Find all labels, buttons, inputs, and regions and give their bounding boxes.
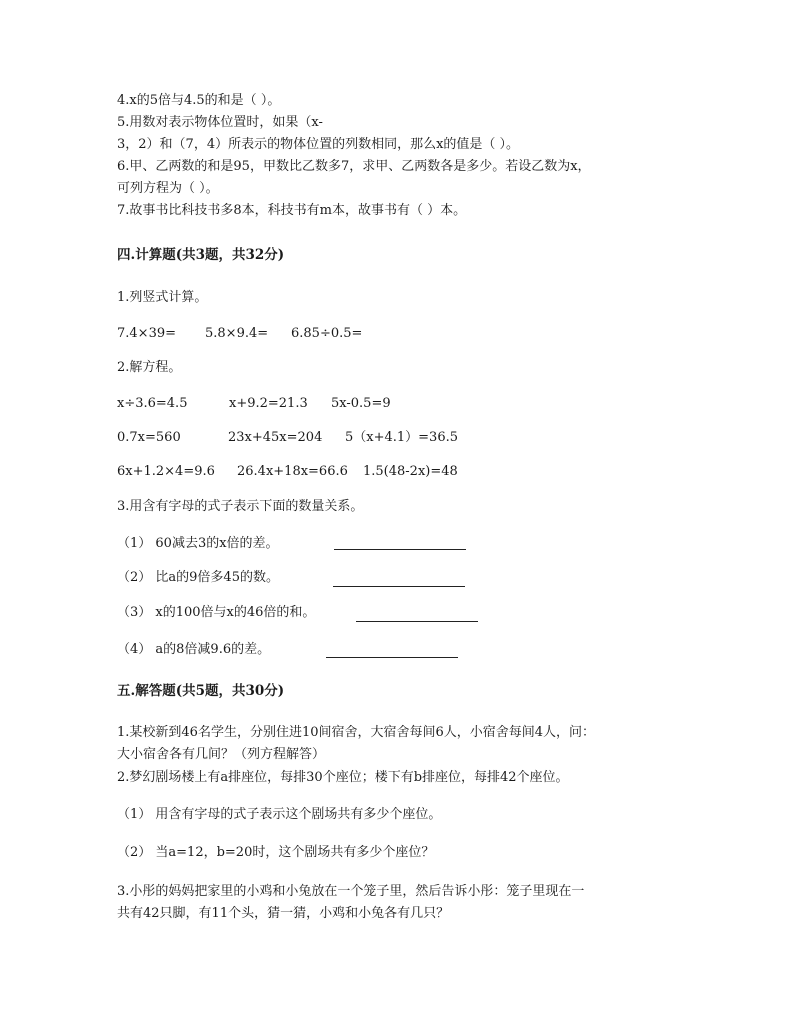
- answer-blank[interactable]: [333, 586, 465, 587]
- word-problem-1-line-1: 1.某校新到46名学生，分别住进10间宿舍，大宿舍每间6人，小宿舍每间4人，问：: [117, 725, 596, 740]
- equation-row: [117, 429, 458, 447]
- calc-item: 5.8×9.4=: [205, 326, 269, 341]
- section-4-heading: 四.计算题(共3题，共32分): [117, 247, 285, 263]
- question-5-line-1: 5.用数对表示物体位置时，如果（x-: [117, 115, 323, 130]
- word-problem-2-sub-2: （2） 当a=12，b=20时，这个剧场共有多少个座位？: [117, 845, 435, 860]
- equation: 23x+45x=204: [228, 430, 323, 445]
- question-7: 7.故事书比科技书多8本，科技书有m本，故事书有（ ）本。: [117, 203, 467, 218]
- question-6-line-1: 6.甲、乙两数的和是95，甲数比乙数多7，求甲、乙两数各是多少。若设乙数为x，: [117, 159, 591, 174]
- equation: 5x-0.5=9: [331, 396, 391, 411]
- equation-row: [117, 463, 458, 481]
- equation: 5（x+4.1）=36.5: [345, 430, 459, 445]
- expression-item-1: （1） 60减去3的x倍的差。: [117, 536, 279, 551]
- equation: 0.7x=560: [117, 430, 181, 445]
- question-6-line-2: 可列方程为（ ）。: [117, 181, 219, 196]
- equation: 6x+1.2×4=9.6: [117, 464, 215, 479]
- word-problem-3-line-1: 3.小彤的妈妈把家里的小鸡和小兔放在一个笼子里，然后告诉小彤：笼子里现在一: [117, 884, 585, 899]
- calc-q1-items: [117, 325, 362, 343]
- calc-q1-title: 1.列竖式计算。: [117, 290, 208, 305]
- answer-blank[interactable]: [326, 657, 458, 658]
- answer-blank[interactable]: [334, 549, 466, 550]
- word-problem-2-sub-1: （1） 用含有字母的式子表示这个剧场共有多少个座位。: [117, 807, 442, 822]
- expression-item-4: （4） a的8倍减9.6的差。: [117, 642, 271, 657]
- section-5-heading: 五.解答题(共5题，共30分): [117, 683, 285, 699]
- word-problem-2: 2.梦幻剧场楼上有a排座位，每排30个座位；楼下有b排座位，每排42个座位。: [117, 770, 569, 785]
- word-problem-3-line-2: 共有42只脚，有11个头，猜一猜，小鸡和小兔各有几只？: [117, 906, 450, 921]
- equation: 1.5(48-2x)=48: [363, 464, 458, 479]
- question-5-line-2: 3，2）和（7，4）所表示的物体位置的列数相同，那么x的值是（ ）。: [117, 137, 520, 152]
- word-problem-1-line-2: 大小宿舍各有几间？（列方程解答）: [117, 747, 326, 762]
- equation-row: [117, 395, 391, 413]
- equation: x÷3.6=4.5: [117, 396, 188, 411]
- calc-q3-title: 3.用含有字母的式子表示下面的数量关系。: [117, 499, 364, 514]
- equation: x+9.2=21.3: [229, 396, 308, 411]
- question-4: 4.x的5倍与4.5的和是（ ）。: [117, 93, 281, 108]
- expression-item-2: （2） 比a的9倍多45的数。: [117, 570, 279, 585]
- expression-item-3: （3） x的100倍与x的46倍的和。: [117, 605, 316, 620]
- calc-item: 6.85÷0.5=: [291, 326, 363, 341]
- answer-blank[interactable]: [356, 621, 478, 622]
- calc-item: 7.4×39=: [117, 326, 177, 341]
- calc-q2-title: 2.解方程。: [117, 360, 182, 375]
- equation: 26.4x+18x=66.6: [237, 464, 348, 479]
